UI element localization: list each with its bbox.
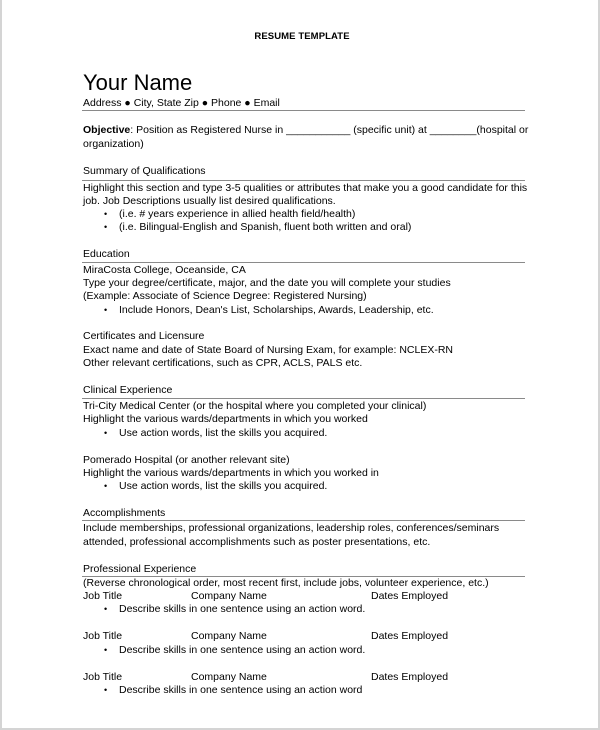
bullet-icon: • (104, 604, 108, 614)
job-title: Job Title (83, 630, 123, 642)
header-divider (82, 110, 525, 111)
accomplishments-divider (82, 520, 525, 521)
clinical-bullet: • Use action words, list the skills you acquired. (104, 427, 328, 439)
bullet-icon: • (104, 645, 108, 655)
job-company: Company Name (191, 630, 267, 642)
bullet-icon: • (104, 685, 108, 695)
job-bullet: • Describe skills in one sentence using an action word. (104, 644, 366, 656)
clinical-site: Pomerado Hospital (or another relevant site) (83, 454, 290, 466)
clinical-divider (82, 398, 525, 399)
education-divider (82, 262, 525, 263)
objective-label: Objective (83, 124, 131, 136)
certificates-line-2: Other relevant certifications, such as CPR, ACLS, PALS etc. (83, 357, 363, 369)
bullet-icon: • (104, 481, 108, 491)
summary-line-1: Highlight this section and type 3-5 qualities or attributes that make you a good candidate for this (83, 182, 528, 194)
section-heading-certificates: Certificates and Licensure (83, 330, 205, 342)
section-heading-professional: Professional Experience (83, 563, 197, 575)
bullet-icon: • (104, 222, 108, 232)
objective-text: : Position as Registered Nurse in ___________ (specific unit) at ________(hospital or (130, 124, 529, 136)
clinical-site: Tri-City Medical Center (or the hospital where you completed your clinical) (83, 400, 427, 412)
summary-bullet: • (i.e. # years experience in allied health field/health) (104, 208, 356, 220)
job-title: Job Title (83, 671, 123, 683)
job-company: Company Name (191, 590, 267, 602)
section-heading-clinical: Clinical Experience (83, 384, 173, 396)
job-bullet: • Describe skills in one sentence using an action word (104, 684, 363, 696)
job-title: Job Title (83, 590, 123, 602)
summary-divider (82, 180, 525, 181)
education-degree: Type your degree/certificate, major, and the date you will complete your studies (83, 277, 451, 289)
education-example: (Example: Associate of Science Degree: Registered Nursing) (83, 290, 367, 302)
job-dates: Dates Employed (371, 671, 449, 683)
accomplishments-line-2: attended, professional accomplishments such as poster presentations, etc. (83, 536, 431, 548)
education-school: MiraCosta College, Oceanside, CA (83, 264, 246, 276)
certificates-line-1: Exact name and date of State Board of Nursing Exam, for example: NCLEX-RN (83, 344, 454, 356)
bullet-icon: • (104, 305, 108, 315)
section-heading-summary: Summary of Qualifications (83, 165, 206, 177)
summary-bullet: • (i.e. Bilingual-English and Spanish, fluent both written and oral) (104, 221, 412, 233)
section-heading-education: Education (83, 248, 130, 260)
job-dates: Dates Employed (371, 630, 449, 642)
objective-line-1 (83, 124, 528, 137)
job-company: Company Name (191, 671, 267, 683)
education-bullet: • Include Honors, Dean's List, Scholarships, Awards, Leadership, etc. (104, 304, 434, 316)
job-bullet: • Describe skills in one sentence using an action word. (104, 603, 366, 615)
clinical-detail: Highlight the various wards/departments in which you worked (83, 413, 368, 425)
bullet-icon: • (104, 209, 108, 219)
objective-line-2: organization) (83, 138, 144, 150)
bullet-icon: • (104, 428, 108, 438)
clinical-detail: Highlight the various wards/departments in which you worked in (83, 467, 379, 479)
section-heading-accomplishments: Accomplishments (83, 507, 166, 519)
document-title: RESUME TEMPLATE (254, 31, 350, 42)
professional-note: (Reverse chronological order, most recent first, include jobs, volunteer experience, etc.) (83, 577, 489, 589)
candidate-name: Your Name (83, 70, 193, 95)
contact-line: Address ● City, State Zip ● Phone ● Email (83, 97, 280, 109)
job-dates: Dates Employed (371, 590, 449, 602)
clinical-bullet: • Use action words, list the skills you acquired. (104, 480, 328, 492)
accomplishments-line-1: Include memberships, professional organizations, leadership roles, conferences/seminars (83, 522, 500, 534)
summary-line-2: job. Job Descriptions usually list desired qualifications. (83, 195, 336, 207)
